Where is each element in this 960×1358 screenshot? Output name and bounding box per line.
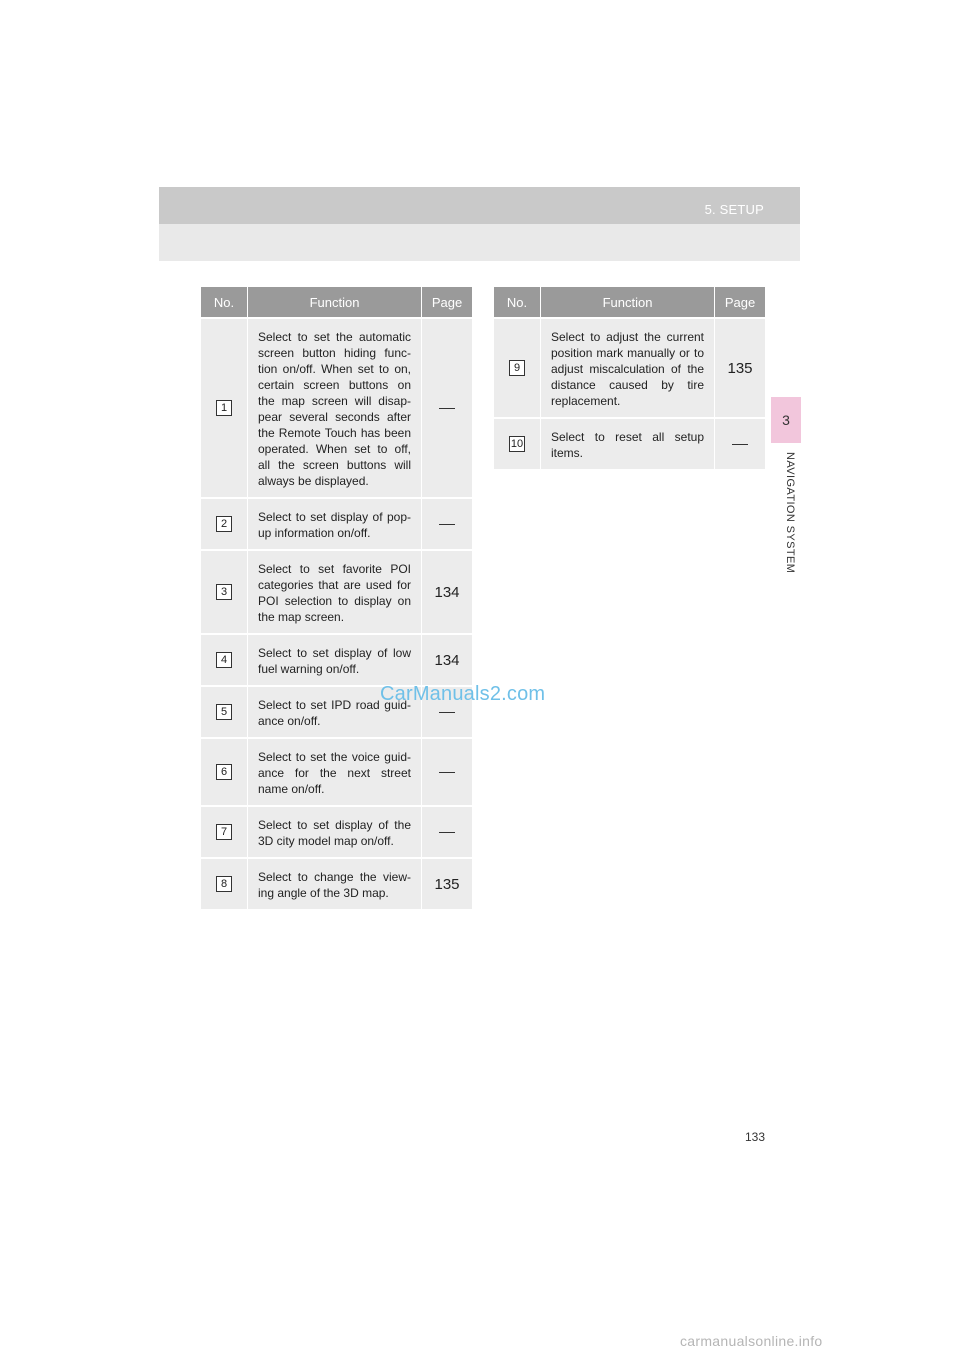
- function-cell: [541, 417, 715, 469]
- header-no: No.: [494, 287, 541, 317]
- page-cell: [422, 549, 472, 633]
- function-cell: [248, 317, 422, 497]
- table-row: [494, 417, 765, 469]
- page-cell: [422, 805, 472, 857]
- row-number-cell: [201, 317, 248, 497]
- table-row: [201, 549, 472, 633]
- function-text: Select to set display of the 3D city model map on/off.: [258, 818, 411, 848]
- function-text: Select to change the view-ing angle of the 3D map.: [258, 870, 411, 900]
- function-text: Select to reset all setup items.: [551, 430, 704, 460]
- page-reference: 135: [727, 359, 753, 377]
- row-number-cell: [201, 549, 248, 633]
- header-function: Function: [541, 287, 715, 317]
- header-function: Function: [248, 287, 422, 317]
- function-table-left: [201, 287, 472, 909]
- page-reference: 134: [434, 583, 460, 601]
- row-number-badge: 7: [216, 824, 232, 840]
- row-number-badge: 1: [216, 400, 232, 416]
- table-header-row: [494, 287, 765, 317]
- no-page-dash: [439, 772, 455, 773]
- row-number-badge: 3: [216, 584, 232, 600]
- row-number-cell: [494, 417, 541, 469]
- no-page-dash: [439, 524, 455, 525]
- row-number-cell: [201, 633, 248, 685]
- row-number-badge: 5: [216, 704, 232, 720]
- footer-watermark: carmanualsonline.info: [680, 1333, 823, 1349]
- function-text: Select to set the voice guid-ance for the next street name on/off.: [258, 750, 411, 796]
- function-table-right: [494, 287, 765, 469]
- chapter-tab: [771, 397, 801, 443]
- row-number-cell: [201, 497, 248, 549]
- table-row: [201, 737, 472, 805]
- function-cell: [541, 317, 715, 417]
- header-page: Page: [422, 287, 472, 317]
- table-header-row: [201, 287, 472, 317]
- page-reference: 134: [434, 651, 460, 669]
- header-band: [159, 187, 800, 224]
- page-reference: 135: [434, 875, 460, 893]
- row-number-badge: 2: [216, 516, 232, 532]
- row-number-cell: [201, 685, 248, 737]
- table-row: [201, 633, 472, 685]
- no-page-dash: [439, 832, 455, 833]
- page-cell: [422, 633, 472, 685]
- function-text: Select to set favorite POI categories that are used for POI selection to display on the map screen.: [258, 562, 411, 624]
- page-number: 133: [745, 1130, 766, 1144]
- function-cell: [248, 857, 422, 909]
- table-row: [201, 805, 472, 857]
- row-number-cell: [201, 857, 248, 909]
- function-cell: [248, 549, 422, 633]
- function-text: Select to set display of pop-up information on/off.: [258, 510, 411, 540]
- table-row: [201, 497, 472, 549]
- page-cell: [422, 497, 472, 549]
- no-page-dash: [439, 408, 455, 409]
- page-cell: [422, 857, 472, 909]
- watermark-logo: CarManuals2.com: [380, 683, 546, 705]
- row-number-cell: [201, 805, 248, 857]
- subheader-band: [159, 224, 800, 261]
- page-cell: [715, 317, 765, 417]
- header-no: No.: [201, 287, 248, 317]
- row-number-badge: 8: [216, 876, 232, 892]
- no-page-dash: [732, 444, 748, 445]
- function-text: Select to set the automatic screen button hiding func-tion on/off. When set to on, certain screen buttons on the map screen will disap-pear several seconds after the Remote Touch has been operated. When set to off, all the screen buttons will always be displayed.: [258, 330, 411, 488]
- function-cell: [248, 737, 422, 805]
- header-page: Page: [715, 287, 765, 317]
- row-number-badge: 4: [216, 652, 232, 668]
- page-cell: [422, 317, 472, 497]
- row-number-cell: [494, 317, 541, 417]
- chapter-label: NAVIGATION SYSTEM: [784, 452, 796, 574]
- function-text: Select to set IPD road guid-ance on/off.: [258, 698, 411, 728]
- function-cell: [248, 633, 422, 685]
- function-cell: [248, 497, 422, 549]
- function-cell: [248, 805, 422, 857]
- section-title: 5. SETUP: [704, 202, 764, 217]
- no-page-dash: [439, 712, 455, 713]
- row-number-badge: 9: [509, 360, 525, 376]
- row-number-badge: 10: [510, 438, 524, 450]
- table-row: [201, 857, 472, 909]
- row-number-cell: [201, 737, 248, 805]
- function-text: Select to adjust the current position mark manually or to adjust miscalculation of the distance caused by tire replacement.: [551, 330, 704, 408]
- table-row: [494, 317, 765, 417]
- page-cell: [715, 417, 765, 469]
- row-number-badge: 6: [216, 764, 232, 780]
- function-text: Select to set display of low fuel warning on/off.: [258, 646, 411, 676]
- chapter-number: 3: [782, 412, 790, 428]
- table-row: [201, 317, 472, 497]
- page-cell: [422, 737, 472, 805]
